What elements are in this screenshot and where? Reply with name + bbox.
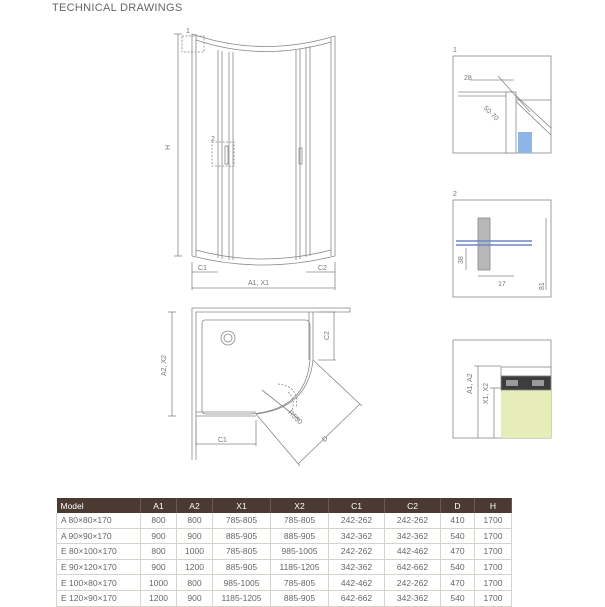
table-cell: 242-262 (329, 544, 385, 560)
table-cell: E 80×100×170 (57, 544, 141, 560)
table-cell: 900 (141, 528, 177, 544)
detail-2-dim-c: 81 (539, 282, 546, 290)
table-cell: A 80×80×170 (57, 513, 141, 528)
detail-2-dim-a: 38 (458, 256, 465, 264)
col-header-model: Model (57, 498, 141, 513)
table-cell: 442-462 (385, 544, 441, 560)
plan-view-drawing (168, 308, 362, 466)
table-cell: 800 (177, 575, 213, 591)
detail-2-number: 2 (453, 191, 457, 198)
table-cell: 470 (441, 544, 475, 560)
table-cell: 540 (441, 590, 475, 606)
table-cell: 342-362 (329, 559, 385, 575)
radius-label: R550 (286, 409, 304, 427)
table-cell: 242-262 (329, 513, 385, 528)
table-row (57, 513, 512, 528)
detail-2-dim-b: 17 (498, 281, 506, 288)
table-cell: 985-1005 (213, 575, 271, 591)
table-cell: 1700 (475, 559, 512, 575)
col-header-a1: A1 (141, 498, 177, 513)
table-cell: 885-905 (271, 528, 329, 544)
table-header-row (57, 498, 512, 513)
col-header-x2: X2 (271, 498, 329, 513)
table-cell: 442-462 (329, 575, 385, 591)
table-body (57, 513, 512, 606)
detail-3-label-x: X1, X2 (483, 382, 490, 404)
plan-depth-label: A2, X2 (161, 354, 168, 376)
col-header-d: D (441, 498, 475, 513)
table-row (57, 559, 512, 575)
table-cell: 1000 (177, 544, 213, 560)
col-header-c2: C2 (385, 498, 441, 513)
table-cell: 642-662 (385, 559, 441, 575)
table-cell: 785-805 (213, 513, 271, 528)
width-label: A1, X1 (248, 280, 270, 287)
detail-1-number: 1 (453, 47, 457, 54)
table-cell: 410 (441, 513, 475, 528)
detail-1-drawing (453, 56, 551, 153)
detail-3-label-a: A1, A2 (467, 373, 474, 394)
detail-marker-1: 1 (186, 28, 190, 35)
table-cell: 342-362 (329, 528, 385, 544)
c2-label: C2 (318, 265, 327, 272)
table-cell: 642-662 (329, 590, 385, 606)
table-cell: 800 (141, 544, 177, 560)
table-cell: 342-362 (385, 528, 441, 544)
table-cell: 1200 (177, 559, 213, 575)
dimensions-table (56, 498, 512, 607)
table-cell: 540 (441, 528, 475, 544)
table-cell: 242-262 (385, 513, 441, 528)
table-cell: 900 (177, 590, 213, 606)
col-header-x1: X1 (213, 498, 271, 513)
table-row (57, 575, 512, 591)
table-cell: 1700 (475, 528, 512, 544)
table-cell: 470 (441, 575, 475, 591)
table-cell: 342-362 (385, 590, 441, 606)
table-cell: 885-905 (213, 528, 271, 544)
detail-1-dim-a: 28 (464, 75, 472, 82)
table-cell: 900 (141, 559, 177, 575)
page-title: TECHNICAL DRAWINGS (52, 2, 183, 14)
c1-label: C1 (198, 265, 207, 272)
table-cell: 1185-1205 (213, 590, 271, 606)
table-cell: 785-805 (271, 513, 329, 528)
glass-panel-detail-1 (518, 132, 532, 153)
col-header-c1: C1 (329, 498, 385, 513)
table-cell: E 90×120×170 (57, 559, 141, 575)
detail-1-dim-b: 50-70 (481, 104, 500, 123)
table-row (57, 590, 512, 606)
table-cell: 985-1005 (271, 544, 329, 560)
table-cell: 900 (177, 528, 213, 544)
table-cell: 785-805 (213, 544, 271, 560)
plan-c2-label: C2 (324, 331, 331, 340)
table-cell: 242-262 (385, 575, 441, 591)
table-cell: E 120×90×170 (57, 590, 141, 606)
table-row (57, 528, 512, 544)
table-cell: 1000 (141, 575, 177, 591)
table-cell: 1700 (475, 575, 512, 591)
table-cell: 1200 (141, 590, 177, 606)
height-label: H (165, 144, 172, 150)
table-cell: 1700 (475, 590, 512, 606)
table-cell: 800 (177, 513, 213, 528)
table-cell: 785-805 (271, 575, 329, 591)
plan-c1-label: C1 (218, 437, 227, 444)
table-cell: 885-905 (213, 559, 271, 575)
col-header-a2: A2 (177, 498, 213, 513)
table-cell: 1700 (475, 544, 512, 560)
col-header-h: H (475, 498, 512, 513)
table-cell: E 100×80×170 (57, 575, 141, 591)
diagonal-label: D (321, 435, 330, 444)
table-cell: 885-905 (271, 590, 329, 606)
table-cell: 1700 (475, 513, 512, 528)
table-cell: 540 (441, 559, 475, 575)
table-cell: A 90×90×170 (57, 528, 141, 544)
table-cell: 1185-1205 (271, 559, 329, 575)
detail-marker-2: 2 (211, 136, 215, 143)
table-row (57, 544, 512, 560)
front-view-drawing (174, 34, 335, 290)
table-cell: 800 (141, 513, 177, 528)
